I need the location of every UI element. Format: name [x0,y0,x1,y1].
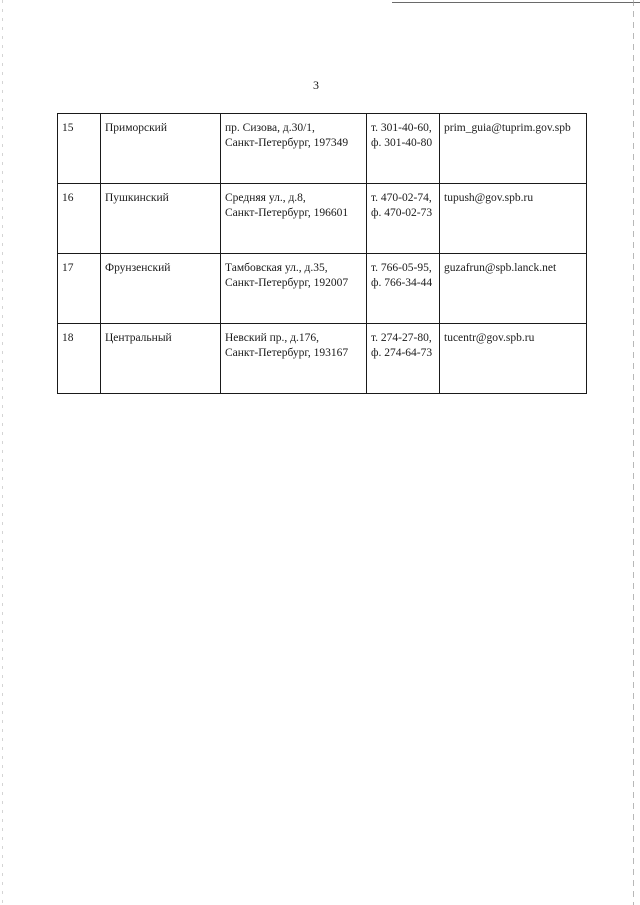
table-row [58,324,587,394]
phone-number: т. 470-02-74, [371,192,432,204]
page-number: 3 [313,78,319,92]
district-name-cell: Пушкинский [101,184,221,254]
email-cell: tucentr@gov.spb.ru [440,324,587,394]
table-row [58,184,587,254]
table-row [58,114,587,184]
district-contacts-table [57,113,587,394]
scan-artifact-left-edge [2,0,3,905]
address-street: Тамбовская ул., д.35, [225,262,328,274]
phone-fax-cell [367,324,440,394]
address-cell [221,114,367,184]
address-city-zip: Санкт-Петербург, 197349 [225,137,349,149]
email-cell: guzafrun@spb.lanck.net [440,254,587,324]
row-number-cell: 18 [58,324,101,394]
address-street: Средняя ул., д.8, [225,192,306,204]
district-name-cell: Приморский [101,114,221,184]
address-cell [221,184,367,254]
phone-number: т. 274-27-80, [371,332,432,344]
district-name-cell: Центральный [101,324,221,394]
table-row [58,254,587,324]
phone-fax-cell [367,254,440,324]
email-cell: tupush@gov.spb.ru [440,184,587,254]
email-cell: prim_guia@tuprim.gov.spb [440,114,587,184]
address-cell [221,254,367,324]
row-number-cell: 17 [58,254,101,324]
address-street: пр. Сизова, д.30/1, [225,122,315,134]
fax-number: ф. 301-40-80 [371,137,433,149]
address-city-zip: Санкт-Петербург, 192007 [225,277,349,289]
scan-artifact-right-edge [633,0,634,905]
address-city-zip: Санкт-Петербург, 196601 [225,207,349,219]
address-cell [221,324,367,394]
fax-number: ф. 470-02-73 [371,207,433,219]
district-name-cell: Фрунзенский [101,254,221,324]
address-street: Невский пр., д.176, [225,332,320,344]
phone-fax-cell [367,114,440,184]
address-city-zip: Санкт-Петербург, 193167 [225,347,349,359]
phone-fax-cell [367,184,440,254]
row-number-cell: 15 [58,114,101,184]
phone-number: т. 301-40-60, [371,122,432,134]
phone-number: т. 766-05-95, [371,262,432,274]
scan-artifact-top-line [392,2,640,3]
fax-number: ф. 766-34-44 [371,277,433,289]
row-number-cell: 16 [58,184,101,254]
fax-number: ф. 274-64-73 [371,347,433,359]
